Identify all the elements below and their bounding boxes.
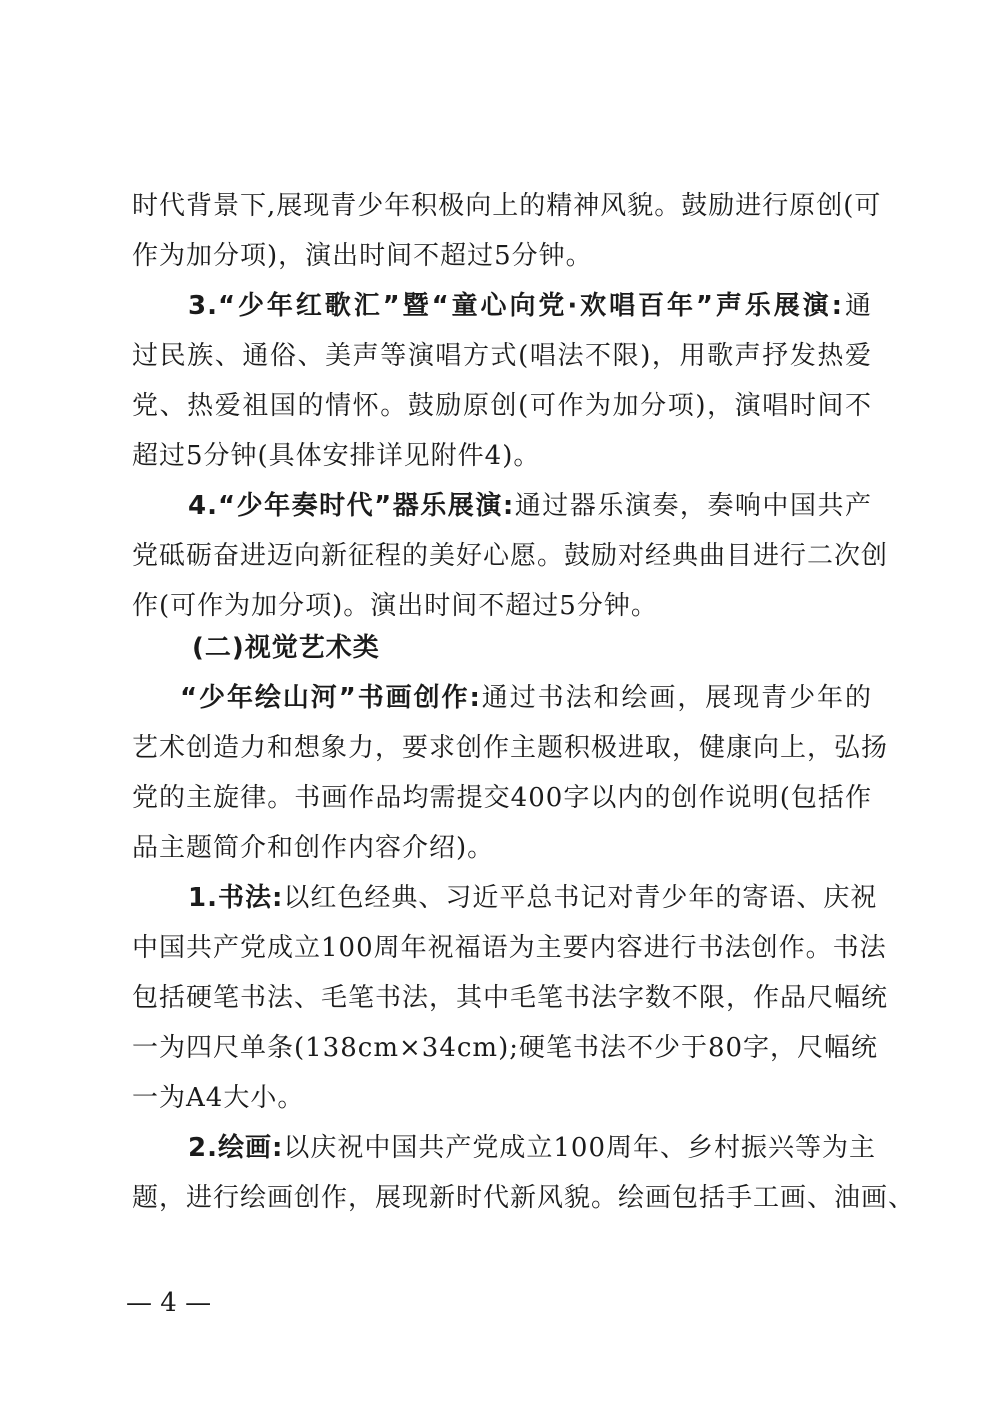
- paragraph-line: 题，进行绘画创作，展现新时代新风貌。绘画包括手工画、油画、: [132, 1183, 916, 1213]
- page-number: — 4 —: [126, 1288, 212, 1318]
- paragraph-line: 时代背景下,展现青少年积极向上的精神风貌。鼓励进行原创(可: [132, 191, 882, 221]
- painting-heading-line: 2.绘画:以庆祝中国共产党成立100周年、乡村振兴等为主: [188, 1133, 877, 1163]
- paragraph-line: 一为A4大小。: [132, 1083, 305, 1113]
- paragraph-line: 超过5分钟(具体安排详见附件4)。: [132, 441, 541, 471]
- section-heading-visual-arts: (二)视觉艺术类: [192, 633, 380, 663]
- paragraph-line: 包括硬笔书法、毛笔书法，其中毛笔书法字数不限，作品尺幅统: [132, 983, 889, 1013]
- calligraphy-painting-title: “少年绘山河”书画创作:: [180, 683, 481, 713]
- section-4-heading-line: 4.“少年奏时代”器乐展演:通过器乐演奏，奏响中国共产: [188, 491, 872, 521]
- section-3-title: 3.“少年红歌汇”暨“童心向党·欢唱百年”声乐展演:: [188, 291, 844, 321]
- paragraph-line: 作为加分项)，演出时间不超过5分钟。: [132, 241, 593, 271]
- paragraph-line: 党、热爱祖国的情怀。鼓励原创(可作为加分项)，演唱时间不: [132, 391, 872, 421]
- paragraph-line: 党砥砺奋进迈向新征程的美好心愿。鼓励对经典曲目进行二次创: [132, 541, 889, 571]
- calligraphy-heading-line: 1.书法:以红色经典、习近平总书记对青少年的寄语、庆祝: [188, 883, 878, 913]
- paragraph-line: 艺术创造力和想象力，要求创作主题积极进取，健康向上，弘扬: [132, 733, 889, 763]
- paragraph-line: 品主题简介和创作内容介绍)。: [132, 833, 495, 863]
- paragraph-line: 中国共产党成立100周年祝福语为主要内容进行书法创作。书法: [132, 933, 887, 963]
- section-3-heading-line: 3.“少年红歌汇”暨“童心向党·欢唱百年”声乐展演:通: [188, 291, 872, 321]
- paragraph-line: 党的主旋律。书画作品均需提交400字以内的创作说明(包括作: [132, 783, 872, 813]
- calligraphy-title: 1.书法:: [188, 883, 284, 913]
- calligraphy-painting-heading-line: “少年绘山河”书画创作:通过书法和绘画，展现青少年的: [180, 683, 872, 713]
- painting-title: 2.绘画:: [188, 1133, 284, 1163]
- paragraph-line: 作(可作为加分项)。演出时间不超过5分钟。: [132, 591, 658, 621]
- paragraph-line: 过民族、通俗、美声等演唱方式(唱法不限)，用歌声抒发热爱: [132, 341, 872, 371]
- section-4-title: 4.“少年奏时代”器乐展演:: [188, 491, 515, 521]
- paragraph-line: 一为四尺单条(138cm×34cm);硬笔书法不少于80字，尺幅统: [132, 1033, 879, 1063]
